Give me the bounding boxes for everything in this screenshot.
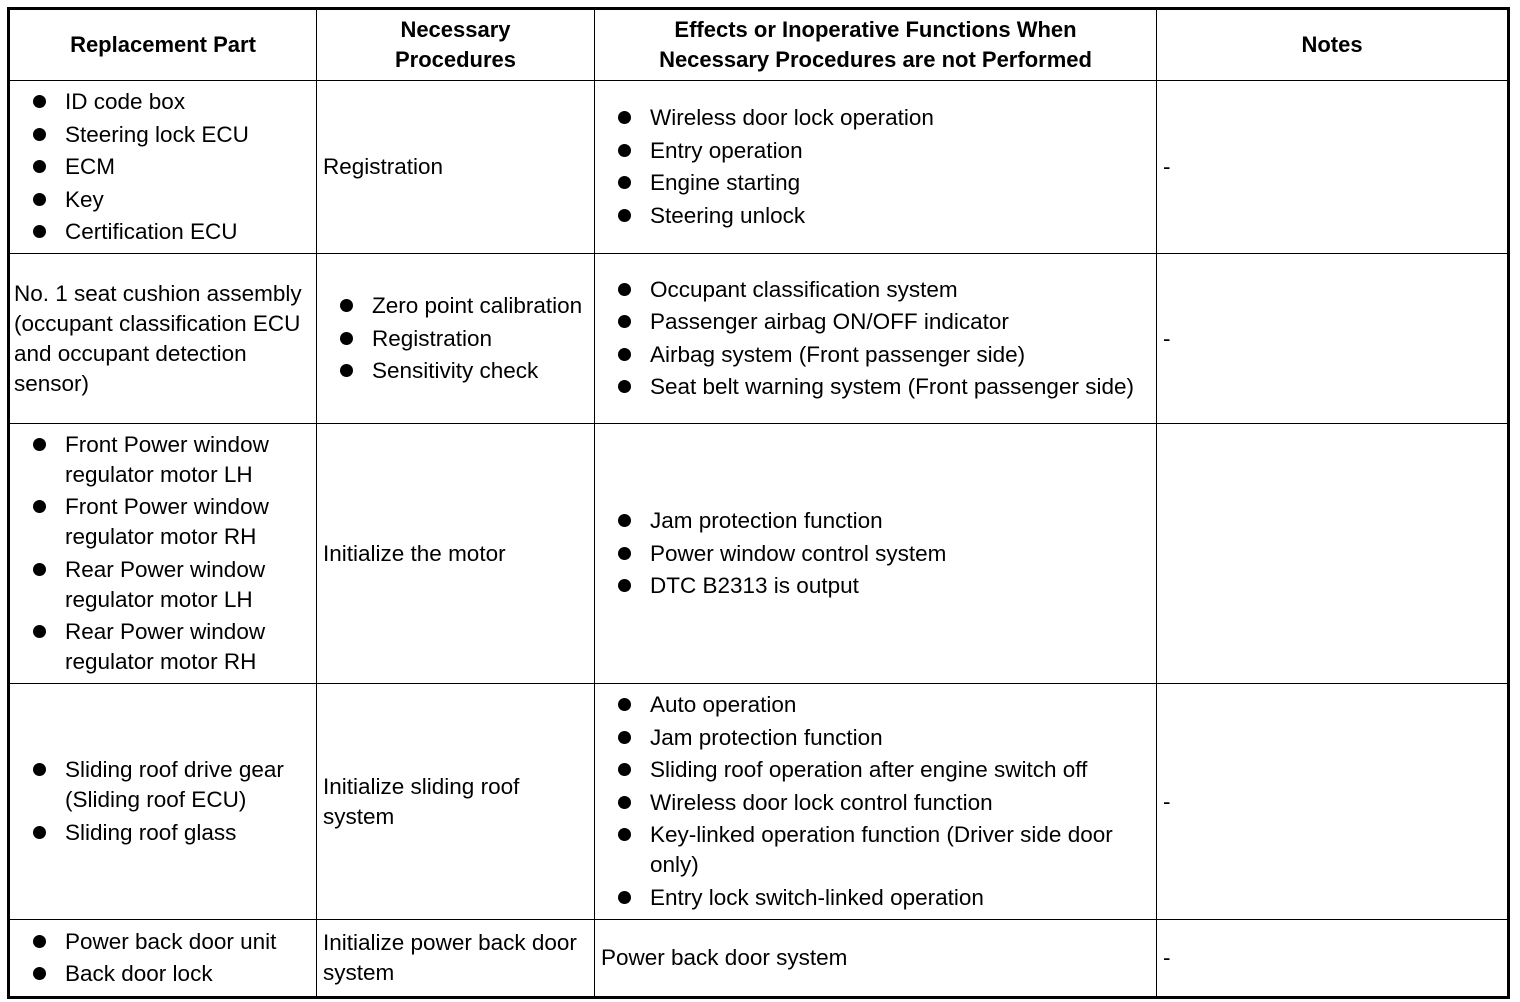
table-row <box>9 424 1509 684</box>
replacement-part-cell <box>9 684 317 920</box>
replacement-part-cell <box>9 920 317 998</box>
list-item: Registration <box>323 324 588 354</box>
replacement-part-cell: No. 1 seat cushion assembly (occupant classification ECU and occupant detection sensor) <box>9 254 317 424</box>
list-item: Jam protection function <box>601 723 1150 753</box>
list-item: Key-linked operation function (Driver side door only) <box>601 820 1150 880</box>
list-item: Certification ECU <box>16 217 310 247</box>
effects-cell <box>595 254 1157 424</box>
list-item: Front Power window regulator motor RH <box>16 492 310 552</box>
procedure-cell: Initialize the motor <box>317 424 595 684</box>
procedure-cell: Initialize sliding roof system <box>317 684 595 920</box>
effects-cell: Power back door system <box>595 920 1157 998</box>
header-necessary-procedures: Necessary Procedures <box>317 9 595 81</box>
list-item: Seat belt warning system (Front passenger side) <box>601 372 1150 402</box>
list-item: Entry operation <box>601 136 1150 166</box>
list-item: Occupant classification system <box>601 275 1150 305</box>
list-item: Key <box>16 185 310 215</box>
list-item: Wireless door lock control function <box>601 788 1150 818</box>
list-item: Power back door unit <box>16 927 310 957</box>
list-item: Front Power window regulator motor LH <box>16 430 310 490</box>
table-row <box>9 81 1509 254</box>
list-item: Passenger airbag ON/OFF indicator <box>601 307 1150 337</box>
replacement-part-cell <box>9 424 317 684</box>
list-item: Rear Power window regulator motor RH <box>16 617 310 677</box>
list-item: Sliding roof operation after engine switch off <box>601 755 1150 785</box>
list-item: DTC B2313 is output <box>601 571 1150 601</box>
list-item: Auto operation <box>601 690 1150 720</box>
list-item: Engine starting <box>601 168 1150 198</box>
replacement-part-cell <box>9 81 317 254</box>
list-item: Sensitivity check <box>323 356 588 386</box>
notes-cell: - <box>1157 920 1509 998</box>
procedure-cell: Initialize power back door system <box>317 920 595 998</box>
notes-cell: - <box>1157 254 1509 424</box>
list-item: Steering lock ECU <box>16 120 310 150</box>
list-item: Back door lock <box>16 959 310 989</box>
procedure-cell: Registration <box>317 81 595 254</box>
list-item: Wireless door lock operation <box>601 103 1150 133</box>
list-item: Sliding roof drive gear (Sliding roof ECU) <box>16 755 310 815</box>
notes-cell <box>1157 424 1509 684</box>
header-effects: Effects or Inoperative Functions When Necessary Procedures are not Performed <box>595 9 1157 81</box>
header-notes: Notes <box>1157 9 1509 81</box>
effects-cell <box>595 684 1157 920</box>
table-row <box>9 684 1509 920</box>
procedure-cell <box>317 254 595 424</box>
list-item: Jam protection function <box>601 506 1150 536</box>
notes-cell: - <box>1157 684 1509 920</box>
notes-cell: - <box>1157 81 1509 254</box>
table-row <box>9 920 1509 998</box>
list-item: Sliding roof glass <box>16 818 310 848</box>
list-item: Power window control system <box>601 539 1150 569</box>
effects-cell <box>595 81 1157 254</box>
list-item: ECM <box>16 152 310 182</box>
table-header-row <box>9 9 1509 81</box>
list-item: Airbag system (Front passenger side) <box>601 340 1150 370</box>
list-item: Entry lock switch-linked operation <box>601 883 1150 913</box>
table-row <box>9 254 1509 424</box>
list-item: Rear Power window regulator motor LH <box>16 555 310 615</box>
list-item: Steering unlock <box>601 201 1150 231</box>
replacement-procedures-table <box>7 7 1510 999</box>
list-item: ID code box <box>16 87 310 117</box>
header-replacement-part: Replacement Part <box>9 9 317 81</box>
effects-cell <box>595 424 1157 684</box>
list-item: Zero point calibration <box>323 291 588 321</box>
